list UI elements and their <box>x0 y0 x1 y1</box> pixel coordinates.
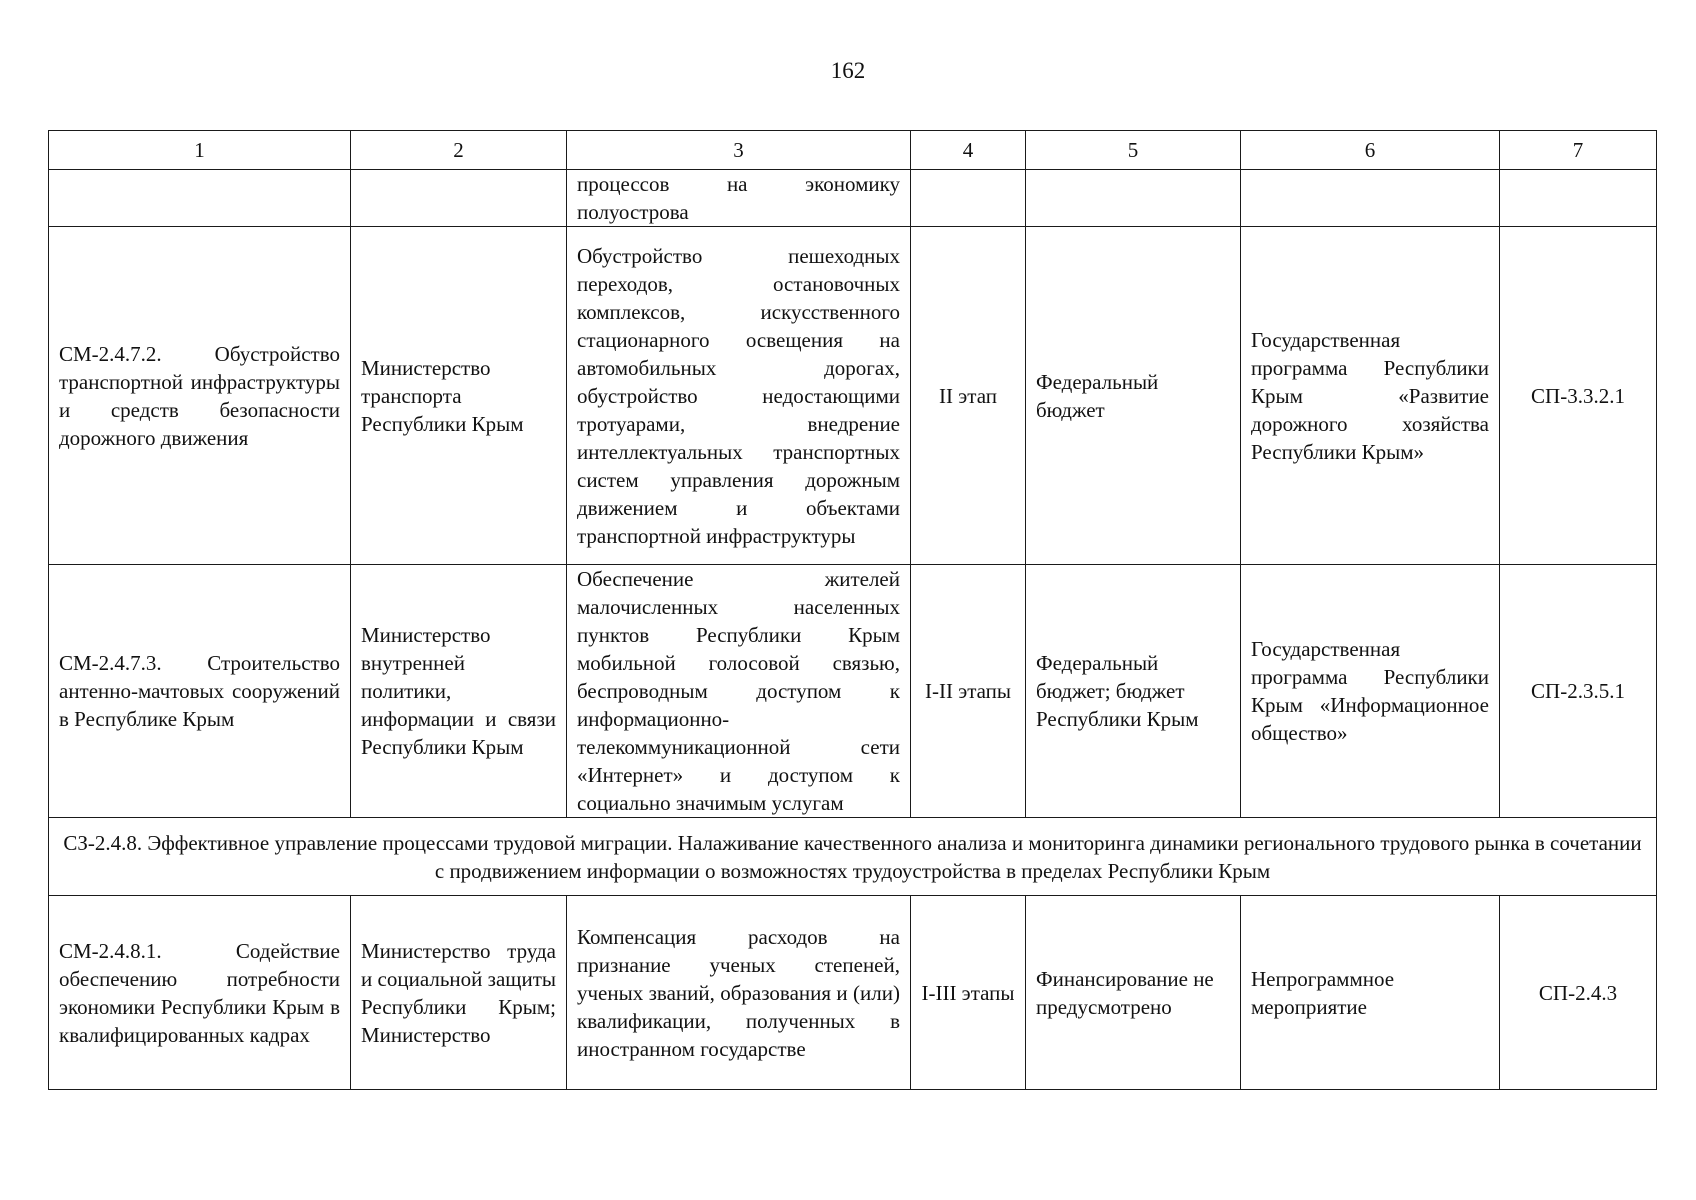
description-cell: Обустройство пешеходных переходов, остановочных комплексов, искусственного стационарного освещения на автомобильных дорогах, обустройство недостающими тротуарами, внедрение интеллектуальных транспортных систем управления дорожным движением и объектами транспортной инфраструктуры <box>567 227 911 565</box>
executor-cell: Министерство труда и социальной защиты Республики Крым; Министерство <box>351 896 567 1090</box>
stage-cell: I-III этапы <box>911 896 1026 1090</box>
section-row <box>49 818 1657 896</box>
measure-cell: СМ-2.4.8.1. Содействие обеспечению потребности экономики Республики Крым в квалифицированных кадрах <box>49 896 351 1090</box>
column-header: 3 <box>567 131 911 170</box>
program-cell <box>1241 170 1500 227</box>
table-row <box>49 227 1657 565</box>
stage-cell <box>911 170 1026 227</box>
program-cell: Государственная программа Республики Крым «Развитие дорожного хозяйства Республики Крым» <box>1241 227 1500 565</box>
description-cell: процессов на экономику полуострова <box>567 170 911 227</box>
stage-cell: II этап <box>911 227 1026 565</box>
financing-cell: Федеральный бюджет; бюджет Республики Крым <box>1026 565 1241 818</box>
stage-cell: I-II этапы <box>911 565 1026 818</box>
financing-cell: Федеральный бюджет <box>1026 227 1241 565</box>
executor-cell: Министерство внутренней политики, информации и связи Республики Крым <box>351 565 567 818</box>
table-row <box>49 565 1657 818</box>
table-row <box>49 896 1657 1090</box>
code-cell: СП-2.4.3 <box>1500 896 1657 1090</box>
section-heading: СЗ-2.4.8. Эффективное управление процессами трудовой миграции. Налаживание качественного анализа и мониторинга динамики регионального трудового рынка в сочетании с продвижением информации о возможностях трудоустройства в пределах Республики Крым <box>49 818 1657 896</box>
page-number: 162 <box>830 58 866 83</box>
measure-cell: СМ-2.4.7.3. Строительство антенно-мачтовых сооружений в Республике Крым <box>49 565 351 818</box>
program-cell: Государственная программа Республики Крым «Информационное общество» <box>1241 565 1500 818</box>
program-cell: Непрограммное мероприятие <box>1241 896 1500 1090</box>
code-cell: СП-3.3.2.1 <box>1500 227 1657 565</box>
executor-cell <box>351 170 567 227</box>
description-cell: Обеспечение жителей малочисленных населенных пунктов Республики Крым мобильной голосовой связью, беспроводным доступом к информационно-телекоммуникационной сети «Интернет» и доступом к социально значимым услугам <box>567 565 911 818</box>
column-header: 1 <box>49 131 351 170</box>
measure-cell: СМ-2.4.7.2. Обустройство транспортной инфраструктуры и средств безопасности дорожного движения <box>49 227 351 565</box>
financing-cell <box>1026 170 1241 227</box>
column-header: 7 <box>1500 131 1657 170</box>
measures-table <box>48 130 1657 1090</box>
column-header-row <box>49 131 1657 170</box>
code-cell <box>1500 170 1657 227</box>
column-header: 6 <box>1241 131 1500 170</box>
code-cell: СП-2.3.5.1 <box>1500 565 1657 818</box>
column-header: 5 <box>1026 131 1241 170</box>
financing-cell: Финансирование не предусмотрено <box>1026 896 1241 1090</box>
measure-cell <box>49 170 351 227</box>
column-header: 2 <box>351 131 567 170</box>
column-header: 4 <box>911 131 1026 170</box>
executor-cell: Министерство транспорта Республики Крым <box>351 227 567 565</box>
description-cell: Компенсация расходов на признание ученых степеней, ученых званий, образования и (или) квалификации, полученных в иностранном государстве <box>567 896 911 1090</box>
table-row <box>49 170 1657 227</box>
